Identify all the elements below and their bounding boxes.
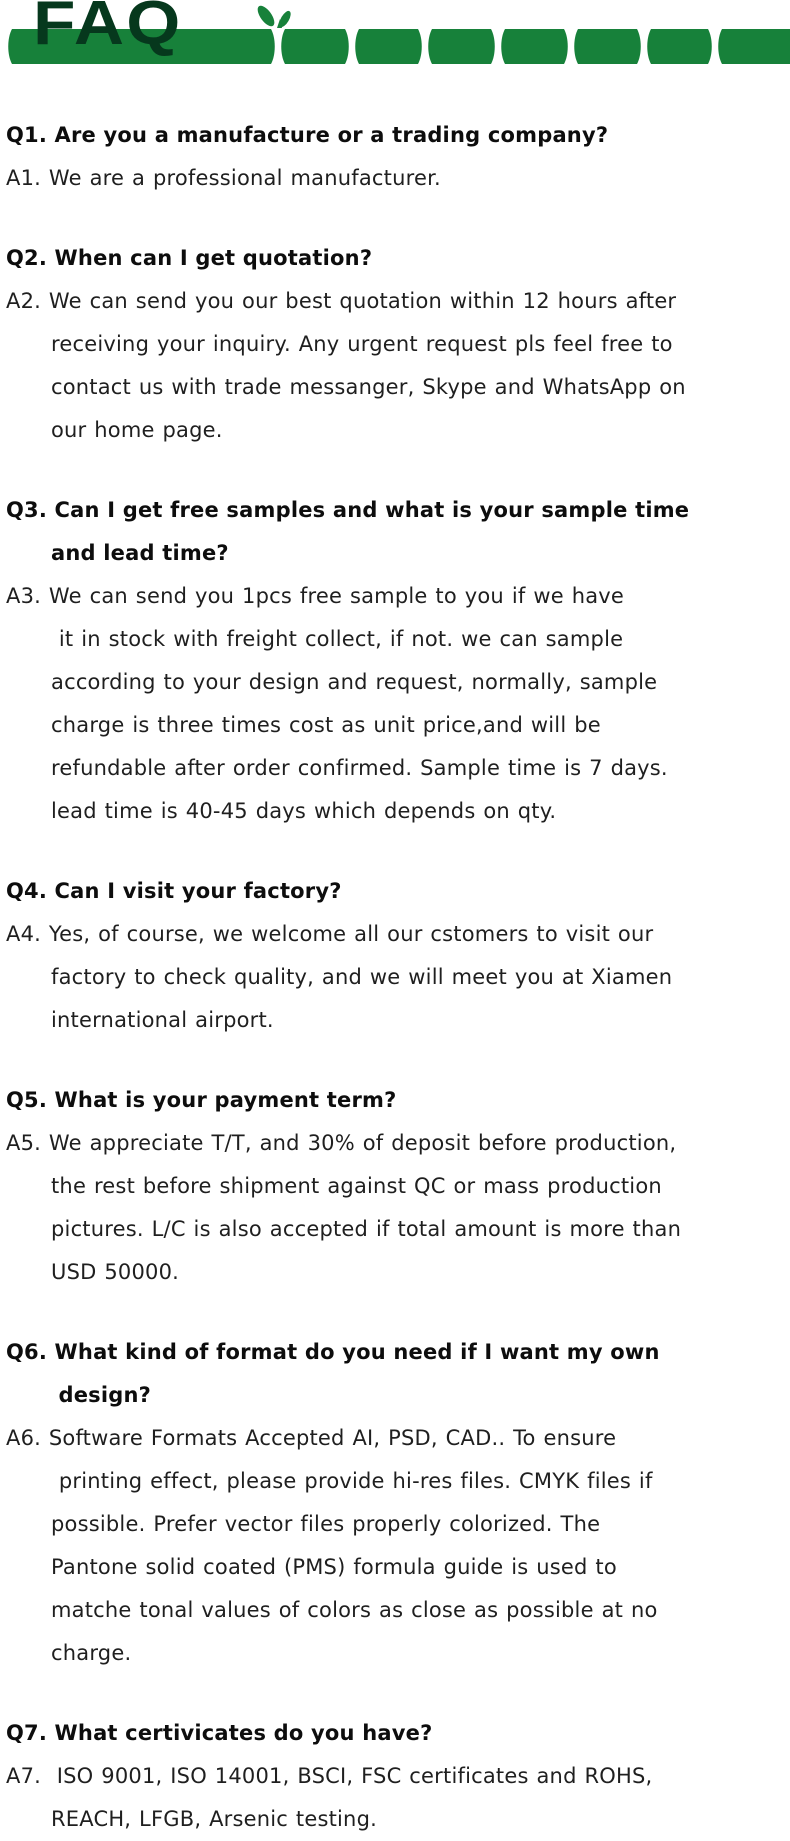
question-line: Q5. What is your payment term?	[6, 1088, 397, 1112]
question-line: Q4. Can I visit your factory?	[6, 879, 342, 903]
answer	[6, 913, 786, 1042]
answer-line: the rest before shipment against QC or mass production	[51, 1174, 662, 1198]
answer-line: A2. We can send you our best quotation within 12 hours after	[6, 289, 677, 313]
answer-line: contact us with trade messanger, Skype and WhatsApp on	[51, 375, 686, 399]
answer	[6, 157, 786, 200]
question-line: Q6. What kind of format do you need if I want my own	[6, 1340, 660, 1364]
answer-line: refundable after order confirmed. Sample time is 7 days.	[51, 756, 668, 780]
answer-line: Pantone solid coated (PMS) formula guide is used to	[51, 1555, 617, 1579]
answer-line: printing effect, please provide hi-res files. CMYK files if	[51, 1469, 653, 1493]
answer	[6, 1417, 786, 1675]
answer-line: charge.	[51, 1641, 132, 1665]
answer-line: matche tonal values of colors as close as possible at no	[51, 1598, 658, 1622]
answer-line: A5. We appreciate T/T, and 30% of deposit before production,	[6, 1131, 677, 1155]
answer-line: A3. We can send you 1pcs free sample to you if we have	[6, 584, 625, 608]
answer-line: pictures. L/C is also accepted if total amount is more than	[51, 1217, 682, 1241]
question-line: Q2. When can I get quotation?	[6, 246, 373, 270]
answer-line: A6. Software Formats Accepted AI, PSD, CAD.. To ensure	[6, 1426, 617, 1450]
answer-line: A1. We are a professional manufacturer.	[6, 166, 441, 190]
question	[6, 114, 786, 157]
answer-line: A4. Yes, of course, we welcome all our cstomers to visit our	[6, 922, 654, 946]
answer-line: lead time is 40-45 days which depends on qty.	[51, 799, 557, 823]
answer	[6, 280, 786, 452]
question	[6, 1331, 786, 1417]
answer-line: possible. Prefer vector files properly colorized. The	[51, 1512, 601, 1536]
answer-line: A7. ISO 9001, ISO 14001, BSCI, FSC certificates and ROHS,	[6, 1764, 653, 1788]
question	[6, 870, 786, 913]
qa-item	[6, 114, 786, 200]
question	[6, 1712, 786, 1755]
answer	[6, 1122, 786, 1294]
bamboo-leaves-icon	[254, 3, 292, 29]
question-line: and lead time?	[51, 541, 229, 565]
answer	[6, 1755, 786, 1841]
qa-item	[6, 1712, 786, 1841]
answer-line: REACH, LFGB, Arsenic testing.	[51, 1807, 377, 1831]
answer-line: our home page.	[51, 418, 223, 442]
question	[6, 489, 786, 575]
qa-item	[6, 489, 786, 833]
qa-item	[6, 870, 786, 1042]
answer-line: according to your design and request, normally, sample	[51, 670, 658, 694]
answer-line: USD 50000.	[51, 1260, 180, 1284]
question-line: Q3. Can I get free samples and what is your sample time	[6, 498, 690, 522]
qa-item	[6, 1331, 786, 1675]
question-line: Q1. Are you a manufacture or a trading company?	[6, 123, 609, 147]
question	[6, 1079, 786, 1122]
qa-item	[6, 1079, 786, 1294]
answer-line: receiving your inquiry. Any urgent request pls feel free to	[51, 332, 673, 356]
answer	[6, 575, 786, 833]
question-line: Q7. What certivicates do you have?	[6, 1721, 433, 1745]
faq-content	[0, 66, 790, 1841]
qa-item	[6, 237, 786, 452]
answer-line: international airport.	[51, 1008, 274, 1032]
page-title: FAQ	[33, 0, 183, 58]
faq-list	[6, 114, 786, 1841]
answer-line: charge is three times cost as unit price,and will be	[51, 713, 601, 737]
question	[6, 237, 786, 280]
answer-line: factory to check quality, and we will meet you at Xiamen	[51, 965, 673, 989]
faq-header	[0, 0, 790, 66]
question-line: design?	[51, 1383, 152, 1407]
answer-line: it in stock with freight collect, if not. we can sample	[51, 627, 624, 651]
